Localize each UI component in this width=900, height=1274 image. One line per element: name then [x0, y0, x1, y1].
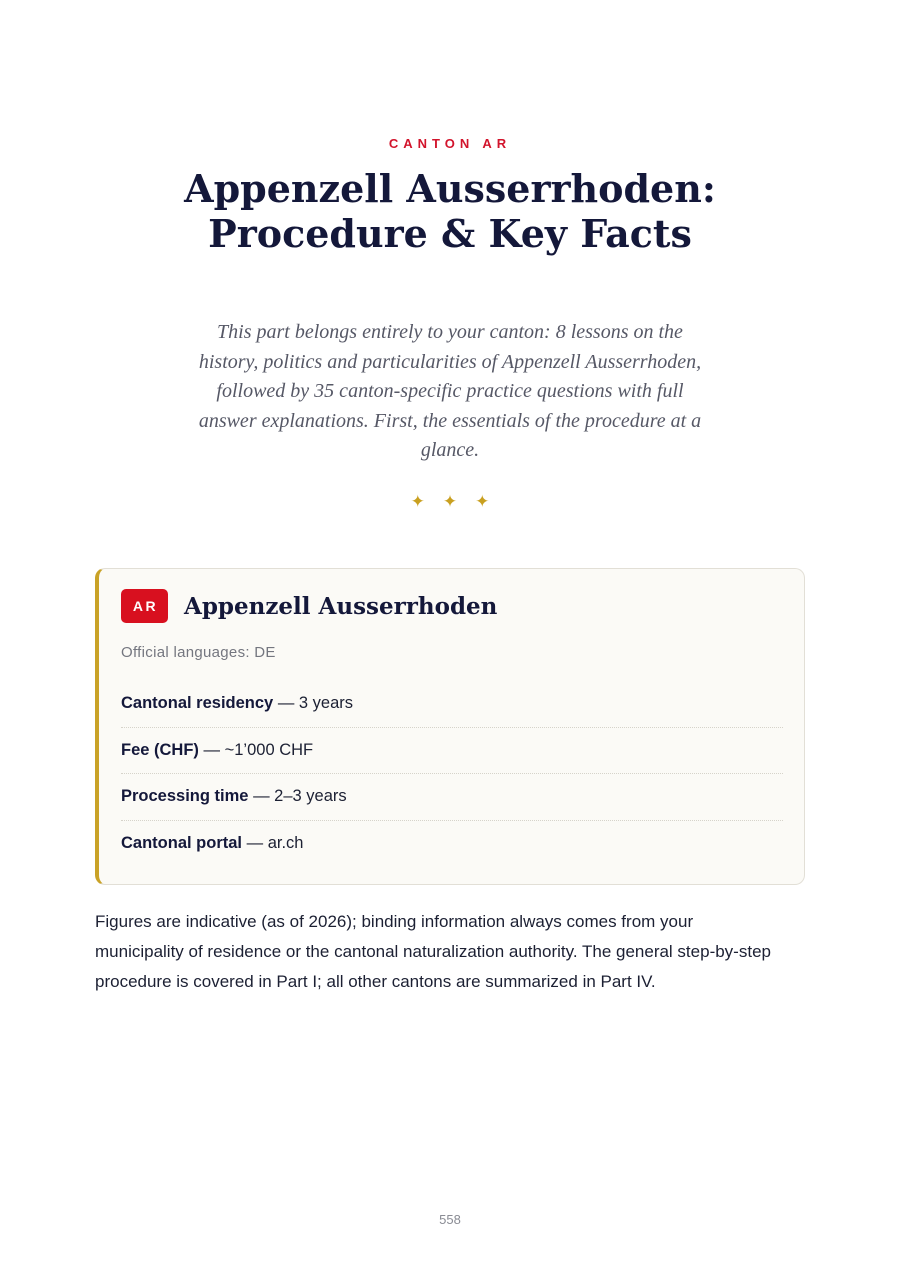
disclaimer-note: Figures are indicative (as of 2026); binding information always comes from your municipality of residence or the cantonal naturalization authority. The general step-by-step procedure is covered in Part I; all other cantons are summarized in Part IV.: [95, 912, 771, 991]
official-languages: Official languages: DE: [121, 644, 276, 661]
fact-label: Processing time: [121, 787, 249, 805]
fact-row-residency: [121, 681, 783, 728]
page-title: Appenzell Ausserrhoden: Procedure & Key Facts: [184, 166, 716, 256]
fact-separator: —: [203, 740, 221, 759]
fact-label: Fee (CHF): [121, 740, 199, 759]
fact-row-fee: [121, 728, 783, 775]
canton-fact-card: [95, 568, 805, 885]
fact-label: Cantonal portal: [121, 833, 243, 852]
fact-value: 2–3 years: [274, 787, 347, 805]
fact-value: ar.ch: [267, 833, 304, 852]
fact-value: 3 years: [298, 694, 354, 712]
fact-separator: —: [246, 833, 264, 852]
sparkle-ornament-icon: ✦✦✦: [410, 492, 508, 512]
fact-list: [121, 681, 783, 866]
fact-separator: —: [277, 694, 295, 712]
intro-paragraph: This part belongs entirely to your canton: 8 lessons on the history, politics and particularities of Appenzell Ausserrhoden, followed by 35 canton-specific practice questions with full answer explanations. First, the essentials of the procedure at a glance.: [198, 321, 702, 461]
fact-separator: —: [253, 787, 270, 805]
canton-badge: AR: [121, 589, 168, 623]
card-title: Appenzell Ausserrhoden: [184, 592, 498, 620]
fact-label: Cantonal residency: [121, 694, 274, 712]
eyebrow-label: CANTON AR: [388, 136, 512, 151]
page-number: 558: [439, 1212, 461, 1227]
fact-value: ~1’000 CHF: [224, 740, 314, 759]
fact-row-processing-time: [121, 774, 783, 821]
card-header: [121, 589, 497, 623]
fact-row-portal: [121, 821, 783, 867]
